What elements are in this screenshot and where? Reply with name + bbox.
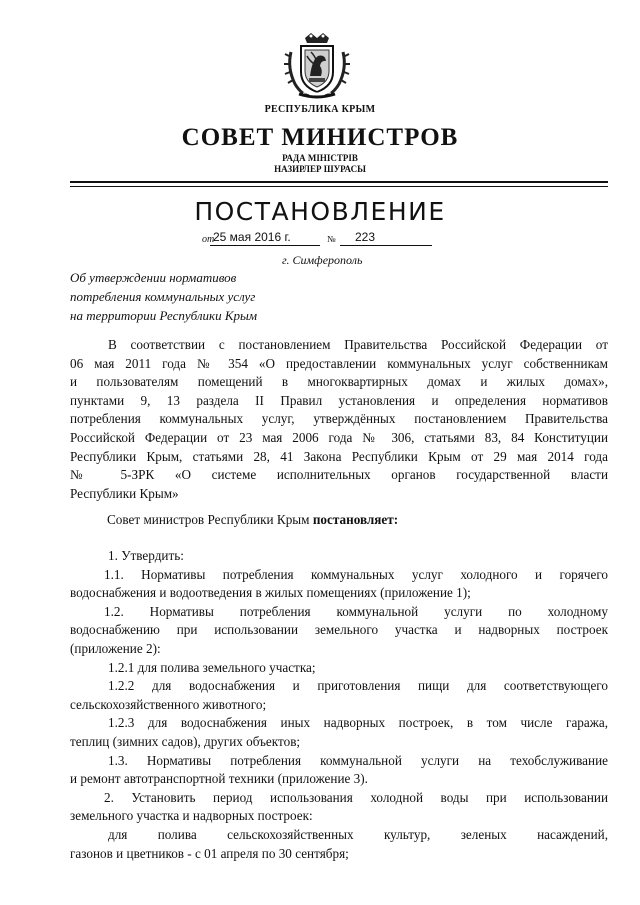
decree-items (70, 547, 608, 863)
council-title-crimean-tatar: НАЗИРЛЕР ШУРАСЫ (274, 164, 366, 174)
preamble-paragraph (70, 336, 608, 503)
item-1-2-cont: (приложение 2): (70, 640, 161, 656)
council-title: СОВЕТ МИНИСТРОВ (181, 124, 459, 151)
preamble-line: и пользователям помещений в многоквартирных домах и жилых домах», (70, 374, 608, 390)
preamble-line: 06 мая 2011 года № 354 «О предоставлении коммунальных услуг собственникам (70, 355, 608, 371)
item-1-3: 1.3. Нормативы потребления коммунальной услуги на техобслуживание (108, 752, 608, 768)
item-2: 2. Установить период использования холодной воды при использовании (104, 789, 608, 805)
item-2-cont: земельного участка и надворных построек: (70, 808, 313, 824)
resolution-statement (107, 512, 398, 528)
header-rule-thin (70, 186, 608, 187)
decree-city: г. Симферополь (282, 253, 363, 267)
item-1-2-cont: водоснабжению при использовании земельного участка и надворных построек (70, 622, 608, 638)
decree-date-line (202, 230, 432, 250)
preamble-line: В соответствии с постановлением Правительства Российской Федерации от (108, 337, 608, 352)
subject-line: на территории Республики Крым (70, 308, 258, 323)
number-sign: № (327, 234, 336, 244)
item-2-watering-cont: газонов и цветников - с 01 апреля по 30 сентября; (70, 845, 349, 861)
date-prefix: от (202, 234, 215, 245)
resolution-verb: постановляет: (312, 512, 399, 527)
decree-title: ПОСТАНОВЛЕНИЕ (194, 197, 446, 226)
preamble-line: № 5-ЗРК «О системе исполнительных органов государственной власти (70, 467, 608, 483)
item-1-2-2: 1.2.2 для водоснабжения и приготовления пищи для соответствующего (108, 678, 608, 694)
council-title-ukrainian: РАДА МІНІСТРІВ (282, 153, 358, 163)
coat-of-arms-icon (281, 30, 353, 102)
item-1-3-cont: и ремонт автотранспортной техники (приложение 3). (70, 771, 368, 787)
subject-line: Об утверждении нормативов (70, 270, 237, 285)
item-1-1-cont: водоснабжения и водоотведения в жилых помещениях (приложение 1); (70, 585, 471, 601)
preamble-line: Республики Крым» (70, 485, 179, 501)
item-1-2: 1.2. Нормативы потребления коммунальной услуги по холодному (104, 603, 608, 619)
republic-name: РЕСПУБЛИКА КРЫМ (264, 104, 376, 115)
item-1: 1. Утвердить: (108, 548, 184, 563)
header-rule-thick (70, 181, 608, 183)
date-underline (210, 245, 320, 246)
item-1-2-1: 1.2.1 для полива земельного участка; (108, 659, 316, 675)
item-1-2-3: 1.2.3 для водоснабжения иных надворных построек, в том числе гаража, (108, 715, 608, 731)
item-1-1: 1.1. Нормативы потребления коммунальных услуг холодного и горячего (104, 566, 608, 582)
preamble-line: пунктами 9, 13 раздела II Правил установления и определения нормативов (70, 392, 608, 408)
item-2-watering: для полива сельскохозяйственных культур, зеленых насаждений, (108, 826, 608, 842)
resolution-text: Совет министров Республики Крым (107, 512, 313, 527)
preamble-line: Российской Федерации от 23 мая 2006 года № 306, статьями 83, 84 Конституции (70, 429, 608, 445)
preamble-line: потребления коммунальных услуг, утверждённых постановлением Правительства (70, 411, 608, 427)
decree-date: 25 мая 2016 г. (213, 230, 291, 244)
item-1-2-2-cont: сельскохозяйственного животного; (70, 696, 267, 712)
preamble-line: Республики Крым, статьями 28, 41 Закона Республики Крым от 29 мая 2014 года (70, 448, 608, 464)
decree-number: 223 (355, 230, 376, 244)
subject-line: потребления коммунальных услуг (70, 289, 256, 304)
decree-subject (70, 268, 257, 325)
number-underline (340, 245, 432, 246)
item-1-2-3-cont: теплиц (зимних садов), других объектов; (70, 733, 301, 749)
